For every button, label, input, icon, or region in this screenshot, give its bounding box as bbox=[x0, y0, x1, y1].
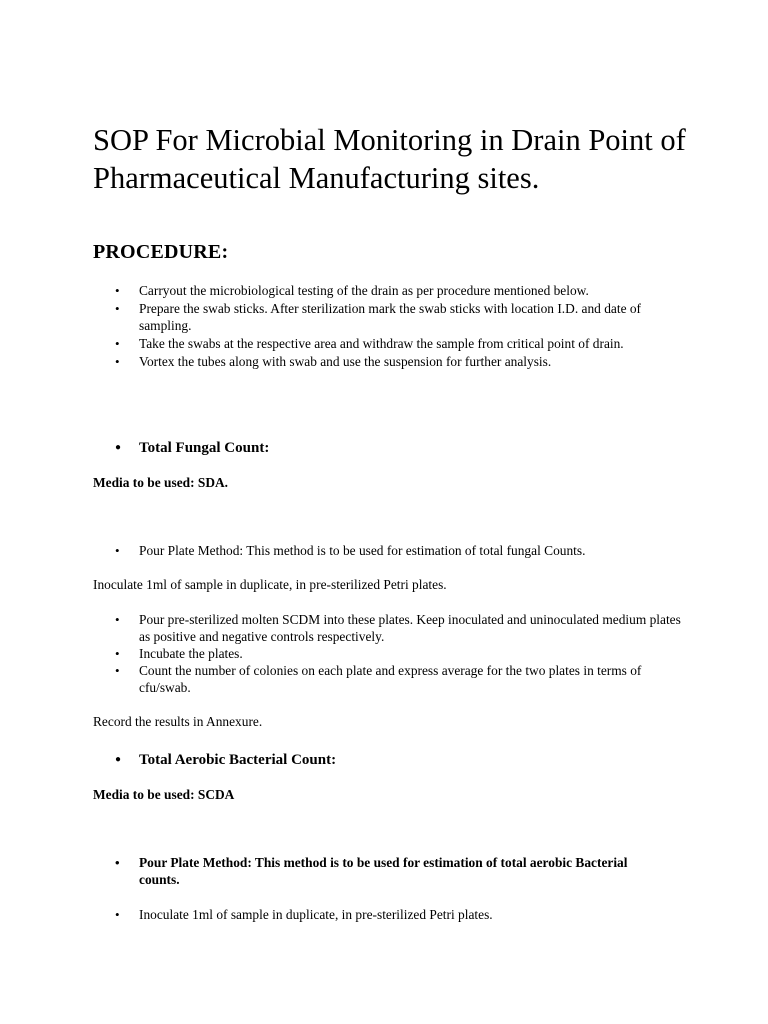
list-item: • Pour pre-sterilized molten SCDM into these plates. Keep inoculated and uninoculated medium plates as positive and negative controls respectively. bbox=[93, 611, 693, 645]
fungal-inoculate-text: Inoculate 1ml of sample in duplicate, in pre-sterilized Petri plates. bbox=[93, 577, 447, 592]
list-item: • Inoculate 1ml of sample in duplicate, in pre-sterilized Petri plates. bbox=[93, 906, 693, 923]
list-item: • Carryout the microbiological testing of the drain as per procedure mentioned below. bbox=[93, 282, 693, 299]
fungal-count-heading: ● Total Fungal Count: bbox=[115, 438, 269, 458]
document-title: SOP For Microbial Monitoring in Drain Point of Pharmaceutical Manufacturing sites. bbox=[93, 123, 686, 195]
procedure-heading: PROCEDURE: bbox=[93, 241, 229, 263]
record-results-text: Record the results in Annexure. bbox=[93, 714, 263, 729]
bacterial-inoculate-list bbox=[93, 906, 693, 923]
bacterial-method-list bbox=[93, 854, 653, 888]
fungal-media-line: Media to be used: SDA. bbox=[93, 475, 229, 490]
bacterial-media-line: Media to be used: SCDA bbox=[93, 787, 235, 802]
fungal-steps-list bbox=[93, 611, 693, 696]
list-item: • Pour Plate Method: This method is to be used for estimation of total aerobic Bacterial counts. bbox=[93, 854, 653, 888]
list-item: • Vortex the tubes along with swab and use the suspension for further analysis. bbox=[93, 353, 693, 370]
list-item: • Pour Plate Method: This method is to be used for estimation of total fungal Counts. bbox=[93, 542, 693, 559]
list-item: • Incubate the plates. bbox=[93, 645, 693, 662]
list-item: • Count the number of colonies on each plate and express average for the two plates in terms of cfu/swab. bbox=[93, 662, 693, 696]
list-item: • Take the swabs at the respective area and withdraw the sample from critical point of drain. bbox=[93, 335, 693, 352]
list-item: • Prepare the swab sticks. After sterilization mark the swab sticks with location I.D. and date of sampling. bbox=[93, 300, 693, 334]
bacterial-count-heading: ● Total Aerobic Bacterial Count: bbox=[115, 750, 336, 770]
procedure-list bbox=[93, 282, 693, 371]
fungal-method-list bbox=[93, 542, 693, 559]
